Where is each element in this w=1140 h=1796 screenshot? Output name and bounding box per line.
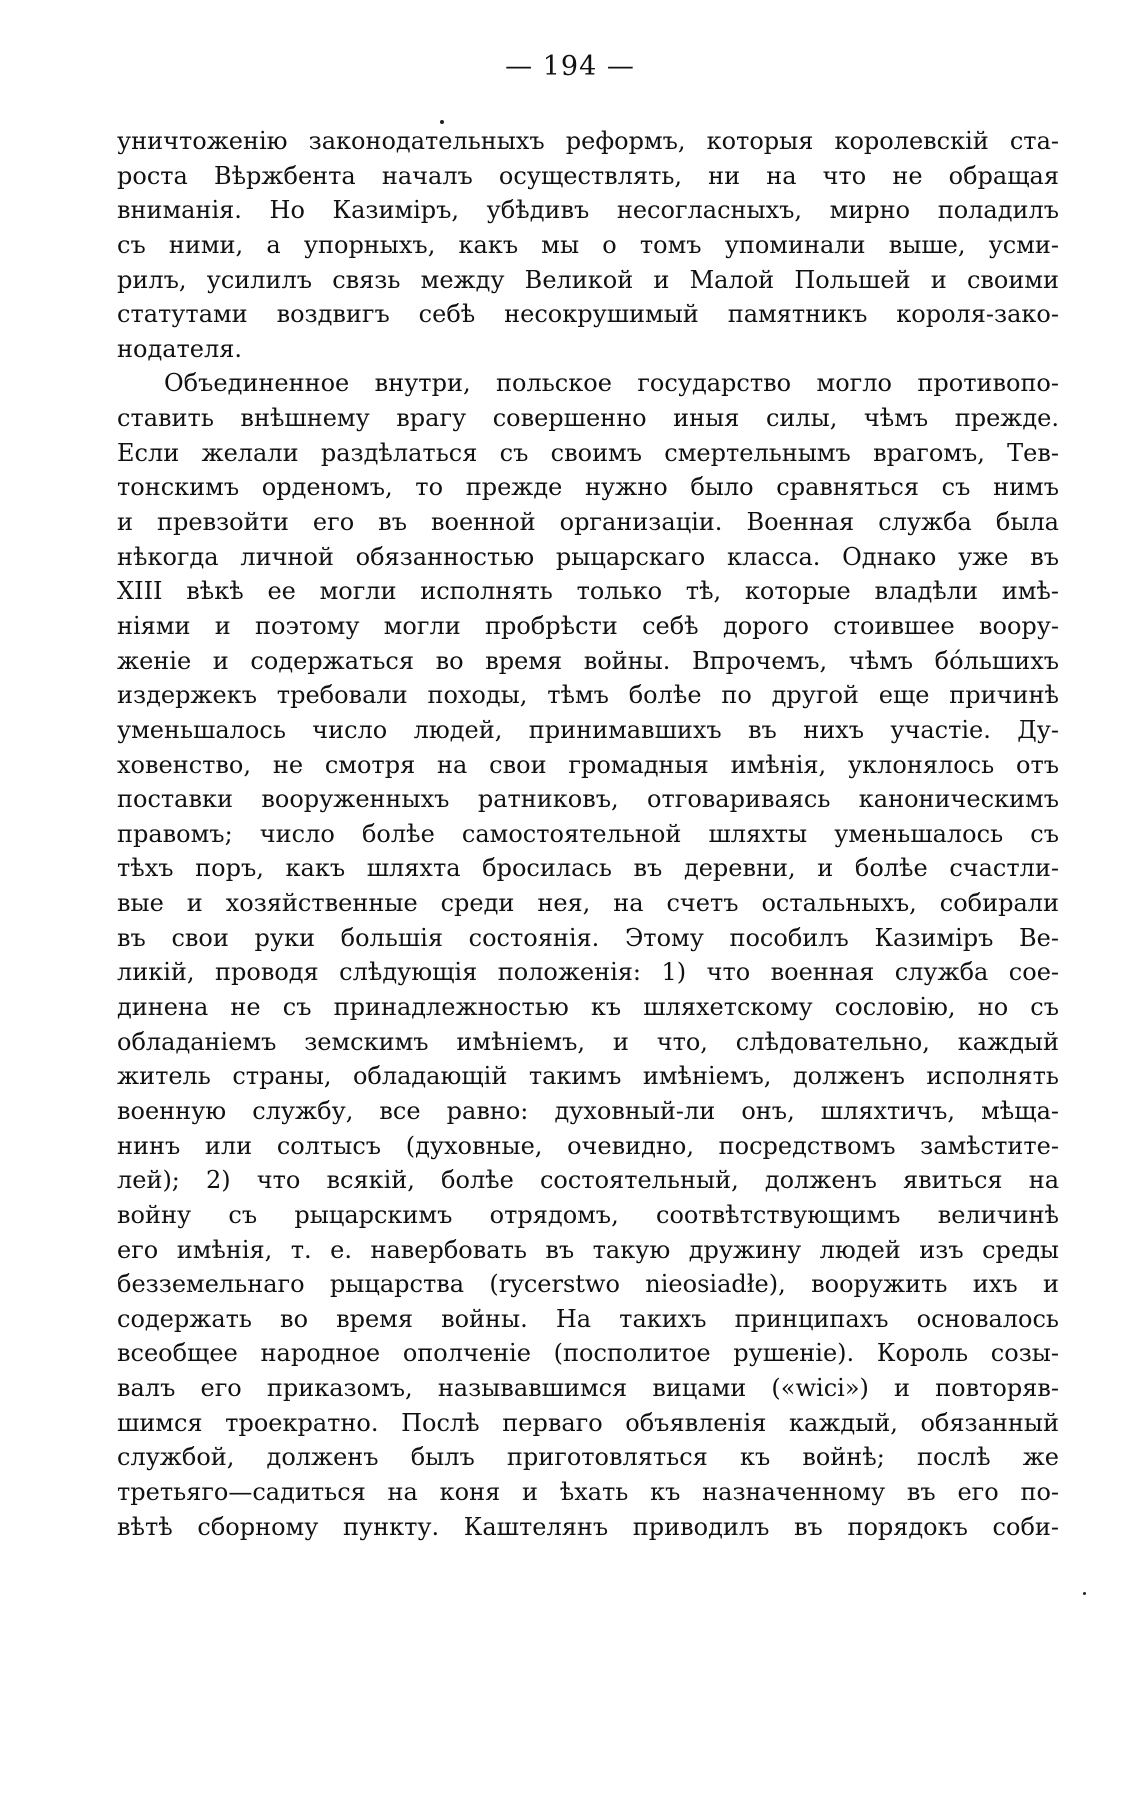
text-line: ховенство, не смотря на свои громадныя имѣнія, уклонялось отъ bbox=[117, 750, 1059, 779]
text-line: содержать во время войны. На такихъ принципахъ основалось bbox=[117, 1304, 1059, 1333]
ink-speck-margin bbox=[1083, 1592, 1086, 1595]
text-line: рилъ, усилилъ связь между Великой и Малой Польшей и своими bbox=[117, 265, 1059, 294]
text-line: вѣтѣ сборному пункту. Каштелянъ приводилъ въ порядокъ соби- bbox=[117, 1512, 1059, 1541]
text-line: роста Вѣржбента началъ осуществлять, ни на что не обращая bbox=[117, 161, 1059, 190]
text-line: въ свои руки большія состоянія. Этому пособилъ Казиміръ Ве- bbox=[117, 923, 1059, 952]
body-text bbox=[117, 124, 1059, 1544]
text-line: лей); 2) что всякій, болѣе состоятельный, долженъ явиться на bbox=[117, 1166, 1059, 1195]
text-line: военную службу, все равно: духовный-ли онъ, шляхтичъ, мѣща- bbox=[117, 1096, 1059, 1125]
text-line: обладаніемъ земскимъ имѣніемъ, и что, слѣдовательно, каждый bbox=[117, 1027, 1059, 1056]
text-line: уменьшалось число людей, принимавшихъ въ нихъ участіе. Ду- bbox=[117, 715, 1059, 744]
text-line: всеобщее народное ополченіе (посполитое рушеніе). Король созы- bbox=[117, 1339, 1059, 1368]
text-line: динена не съ принадлежностью къ шляхетскому сословію, но съ bbox=[117, 993, 1059, 1022]
paragraph-2 bbox=[117, 366, 1059, 1544]
text-line: службой, долженъ былъ приготовляться къ войнѣ; послѣ же bbox=[117, 1443, 1059, 1472]
text-line: правомъ; число болѣе самостоятельной шляхты уменьшалось съ bbox=[117, 819, 1059, 848]
text-line: уничтоженію законодательныхъ реформъ, которыя королевскій ста- bbox=[117, 127, 1059, 155]
text-line: поставки вооруженныхъ ратниковъ, отговариваясь каноническимъ bbox=[117, 785, 1059, 814]
text-line: ставить внѣшнему врагу совершенно иныя силы, чѣмъ прежде. bbox=[117, 404, 1059, 433]
paragraph-1 bbox=[117, 124, 1059, 366]
page-number: — 194 — bbox=[505, 51, 635, 82]
text-line: вниманія. Но Казиміръ, убѣдивъ несогласныхъ, мирно поладилъ bbox=[117, 196, 1059, 225]
text-line: Объединенное внутри, польское государство могло противопо- bbox=[164, 369, 1059, 398]
text-line: тѣхъ поръ, какъ шляхта бросилась въ деревни, и болѣе счастли- bbox=[117, 854, 1059, 883]
text-line: шимся троекратно. Послѣ перваго объявленія каждый, обязанный bbox=[117, 1408, 1059, 1437]
text-line: житель страны, обладающій такимъ имѣніемъ, долженъ исполнять bbox=[117, 1062, 1059, 1091]
text-line: вые и хозяйственные среди нея, на счетъ остальныхъ, собирали bbox=[117, 889, 1059, 918]
text-line: валъ его приказомъ, называвшимся вицами («wici») и повторяв- bbox=[117, 1374, 1059, 1403]
text-line: третьяго—садиться на коня и ѣхать къ назначенному въ его по- bbox=[117, 1477, 1059, 1506]
text-line: статутами воздвигъ себѣ несокрушимый памятникъ короля-зако- bbox=[117, 300, 1059, 329]
text-line: нинъ или солтысъ (духовные, очевидно, посредствомъ замѣстите- bbox=[117, 1131, 1059, 1160]
text-line: женіе и содержаться во время войны. Впрочемъ, чѣмъ бо́льшихъ bbox=[117, 646, 1059, 675]
text-line: безземельнаго рыцарства (rycerstwo nieosiadłe), вооружить ихъ и bbox=[117, 1270, 1059, 1299]
text-line: XIII вѣкѣ ее могли исполнять только тѣ, которые владѣли имѣ- bbox=[117, 577, 1059, 606]
text-line: ликій, проводя слѣдующія положенія: 1) что военная служба сое- bbox=[117, 958, 1059, 987]
text-line: съ ними, а упорныхъ, какъ мы о томъ упоминали выше, усми- bbox=[117, 230, 1059, 259]
text-line: тонскимъ орденомъ, то прежде нужно было сравняться съ нимъ bbox=[117, 473, 1059, 502]
text-line: нѣкогда личной обязанностью рыцарскаго класса. Однако уже въ bbox=[117, 542, 1059, 571]
text-line: и превзойти его въ военной организаціи. Военная служба была bbox=[117, 508, 1059, 537]
text-line: войну съ рыцарскимъ отрядомъ, соотвѣтствующимъ величинѣ bbox=[117, 1200, 1059, 1229]
text-line: ніями и поэтому могли пробрѣсти себѣ дорого стоившее воору- bbox=[117, 611, 1059, 640]
text-line: издержекъ требовали походы, тѣмъ болѣе по другой еще причинѣ bbox=[117, 681, 1059, 710]
text-line: нодателя. bbox=[117, 334, 243, 363]
text-line: его имѣнія, т. е. навербовать въ такую дружину людей изъ среды bbox=[117, 1235, 1059, 1264]
text-line: Если желали раздѣлаться съ своимъ смертельнымъ врагомъ, Тев- bbox=[117, 438, 1059, 467]
